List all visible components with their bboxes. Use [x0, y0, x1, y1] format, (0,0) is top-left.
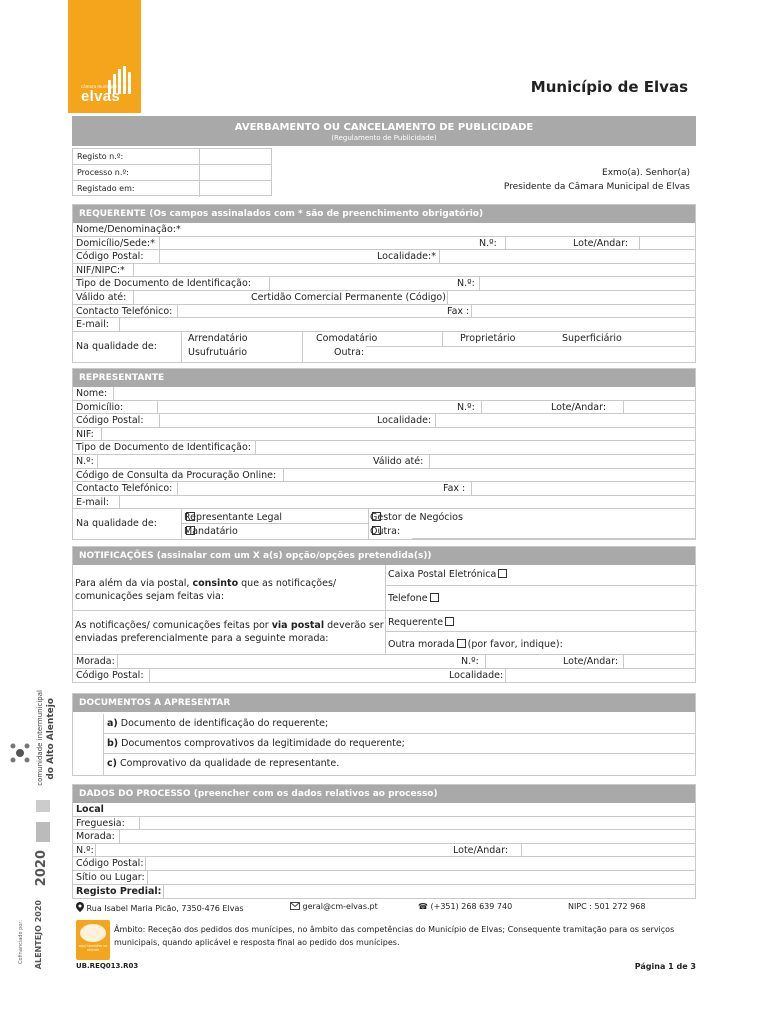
notif-text1d: comunicações sejam feitas via: — [75, 591, 225, 602]
proc-n-input[interactable] — [95, 844, 447, 857]
rep-nome-label: Nome: — [76, 388, 108, 399]
req-proprietario-option[interactable]: Proprietário — [460, 332, 516, 344]
rep-fax-label: Fax : — [443, 483, 466, 495]
documentos-header: DOCUMENTOS A APRESENTAR — [73, 694, 695, 712]
rep-qualidade-label: Na qualidade de: — [76, 518, 157, 530]
req-valido-label: Válido até: — [76, 291, 127, 303]
rep-nif-label: NIF: — [76, 428, 94, 440]
req-fax-label: Fax : — [447, 305, 470, 317]
logo-sub: câmara municipal — [81, 84, 117, 89]
req-nome-label: Nome/Denominação:* — [76, 224, 181, 235]
proc-lote-input[interactable] — [521, 844, 695, 857]
phone-icon: ☎ — [418, 902, 428, 911]
rep-legal-label: Representante Legal — [184, 512, 283, 524]
notif-requerente-label: Requerente — [388, 617, 444, 628]
eu-flag-icon — [36, 800, 50, 812]
notif-morada-label: Morada: — [76, 656, 115, 667]
alentejo2020-logo: ALENTEJO 2020 — [34, 900, 43, 970]
doc-item-b: b) Documentos comprovativos da legitimidade do requerente; — [103, 734, 695, 754]
notif-cp-input[interactable] — [149, 669, 445, 682]
notif-localidade-label: Localidade: — [449, 669, 504, 681]
rep-tipodoc-input[interactable] — [255, 441, 695, 454]
req-nome-input[interactable] — [193, 223, 695, 236]
notif-text2c: deverão ser — [324, 620, 384, 631]
req-domicilio-label: Domicílio/Sede:* — [76, 237, 155, 249]
rep-codigo-label: Código de Consulta da Procuração Online: — [76, 469, 277, 481]
rep-nome-input[interactable] — [113, 387, 695, 400]
footer-phone: (+351) 268 639 740 — [430, 902, 513, 911]
proc-local-label: Local — [76, 804, 104, 815]
registado-label: Registado em: — [77, 184, 135, 193]
req-n2-label: N.º: — [457, 278, 475, 290]
notif-text2d: enviadas preferencialmente para a seguinte morada: — [75, 633, 329, 644]
rep-lote-label: Lote/Andar: — [551, 401, 607, 413]
notif-localidade-input[interactable] — [505, 669, 695, 682]
rep-localidade-label: Localidade: — [377, 415, 432, 427]
req-usufrutuario-option[interactable]: Usufrutuário — [188, 346, 248, 358]
footer-ambito-block — [72, 920, 696, 964]
processo-section — [72, 784, 696, 899]
rep-codigo-input[interactable] — [283, 469, 695, 482]
req-comodatario-option[interactable]: Comodatário — [316, 332, 378, 344]
req-qualidade-label: Na qualidade de: — [76, 340, 157, 352]
proc-sitio-input[interactable] — [147, 871, 695, 884]
rep-email-label: E-mail: — [76, 496, 109, 508]
elvas-logo — [68, 0, 141, 113]
rep-lote-input[interactable] — [623, 401, 695, 414]
notif-text1a: Para além da via postal, — [75, 578, 193, 589]
notif-via-postal: via postal — [271, 620, 325, 631]
notif-n-label: N.º: — [461, 656, 479, 667]
registo-input[interactable] — [199, 149, 273, 165]
req-lote-label: Lote/Andar: — [573, 237, 629, 249]
form-title-block — [72, 116, 696, 146]
notif-telefone-label: Telefone — [388, 593, 428, 604]
req-cp-input[interactable] — [159, 250, 369, 263]
requerente-section — [72, 204, 696, 363]
notif-text2a: As notificações/ comunicações feitas por — [75, 620, 272, 631]
req-n-input[interactable] — [505, 237, 569, 250]
req-fax-input[interactable] — [471, 305, 695, 318]
rep-nif-input[interactable] — [101, 428, 695, 441]
doc-item-c: c) Comprovativo da qualidade de representante. — [103, 754, 695, 775]
proc-morada-input[interactable] — [119, 830, 695, 843]
req-arrendatario-option[interactable]: Arrendatário — [188, 332, 248, 344]
footer-contacts — [72, 902, 696, 916]
atendimento-badge — [76, 920, 110, 960]
registo-label: Registo n.º: — [77, 152, 124, 161]
notif-n-input[interactable] — [485, 655, 561, 668]
rep-n2-label: N.º: — [76, 455, 94, 467]
location-pin-icon — [76, 902, 84, 912]
documentos-section — [72, 693, 696, 776]
req-n-label: N.º: — [479, 237, 497, 249]
processo-input[interactable] — [199, 165, 273, 181]
footer-code: UB.REQ013.R03 — [76, 962, 139, 970]
proc-cp-input[interactable] — [145, 857, 695, 870]
rep-n2-input[interactable] — [97, 455, 369, 468]
req-superficiario-option[interactable]: Superficiário — [562, 332, 622, 344]
logo-word: elvas — [81, 88, 121, 105]
notif-outra-checkbox[interactable] — [457, 639, 466, 648]
cim-text: comunidade intermunicipal — [36, 690, 44, 786]
req-email-input[interactable] — [119, 318, 695, 331]
notif-outra-ind: (por favor, indique): — [467, 639, 563, 650]
req-certidao-input[interactable] — [447, 291, 695, 304]
proc-n-label: N.º: — [76, 844, 94, 856]
proc-registo-label: Registo Predial: — [76, 885, 162, 897]
notificacoes-section — [72, 546, 696, 683]
portugal2020-logo: 2020 — [34, 850, 49, 887]
footer-page: Página 1 de 3 — [634, 962, 696, 971]
req-localidade-input[interactable] — [439, 250, 695, 263]
rep-domicilio-input[interactable] — [157, 401, 457, 414]
req-nif-label: NIF/NIPC:* — [76, 264, 125, 276]
footer-address: Rua Isabel Maria Picão, 7350-476 Elvas — [86, 904, 244, 913]
rep-tipodoc-label: Tipo de Documento de Identificação: — [76, 442, 251, 454]
proc-freguesia-label: Freguesia: — [76, 817, 125, 829]
req-tipodoc-label: Tipo de Documento de Identificação: — [76, 278, 251, 290]
req-domicilio-input[interactable] — [159, 237, 479, 250]
notif-outra-label: Outra morada — [388, 639, 455, 650]
notif-morada-input[interactable] — [117, 655, 457, 668]
notif-lote-input[interactable] — [623, 655, 695, 668]
rep-contacto-label: Contacto Telefónico: — [76, 483, 173, 495]
proc-cp-label: Código Postal: — [76, 858, 144, 870]
req-tipodoc-input[interactable] — [269, 277, 449, 290]
rep-contacto-input[interactable] — [177, 482, 439, 495]
municipio-title: Município de Elvas — [530, 78, 688, 96]
notif-caixa-label: Caixa Postal Eletrónica — [388, 569, 497, 580]
doc-item-a: a) Documento de identificação do requerente; — [103, 714, 695, 734]
notif-cp-label: Código Postal: — [76, 669, 144, 681]
cim-emblem-icon — [8, 740, 32, 766]
form-title: AVERBAMENTO OU CANCELAMENTO DE PUBLICIDADE — [234, 122, 534, 133]
notif-caixa-checkbox[interactable] — [498, 569, 507, 578]
registo-block — [72, 148, 696, 198]
badge-text: aqui também se atende — [78, 944, 108, 952]
req-localidade-label: Localidade:* — [377, 251, 436, 263]
rep-cp-label: Código Postal: — [76, 415, 144, 427]
rep-localidade-input[interactable] — [435, 414, 695, 427]
req-valido-input[interactable] — [133, 291, 249, 304]
representante-section — [72, 368, 696, 540]
req-outra-option[interactable]: Outra: — [334, 346, 365, 358]
req-contacto-input[interactable] — [177, 305, 443, 318]
rep-cp-input[interactable] — [159, 414, 369, 427]
footer-email[interactable]: geral@cm-elvas.pt — [302, 902, 378, 911]
req-cp-label: Código Postal: — [76, 251, 144, 263]
addressee-line2: Presidente da Câmara Municipal de Elvas — [503, 182, 690, 192]
notif-text1c: que as notificações/ — [238, 578, 337, 589]
form-subtitle: (Regulamento de Publicidade) — [331, 134, 437, 142]
proc-registo-input[interactable] — [163, 885, 695, 898]
representante-header: REPRESENTANTE — [73, 369, 695, 387]
req-lote-input[interactable] — [639, 237, 697, 250]
portugal-flag-icon — [36, 822, 50, 842]
processo-header: DADOS DO PROCESSO (preencher com os dados relativos ao processo) — [73, 785, 695, 803]
footer-bottom — [72, 962, 696, 974]
processo-label: Processo n.º: — [77, 168, 129, 177]
rep-valido-label: Válido até: — [373, 455, 424, 467]
sidebar-logos — [0, 670, 62, 980]
rep-fax-input[interactable] — [471, 482, 695, 495]
footer-ambito: Âmbito: Receção dos pedidos dos munícipes, no âmbito das competências do Município de Elvas; Consequente tramitação para os serviços municipais, quando aplicável e resposta final ao pedido dos munícipes. — [114, 925, 675, 947]
rep-mandatario-label: Mandatário — [184, 526, 238, 538]
cim-text-2: do Alto Alentejo — [46, 698, 56, 780]
req-n2-input[interactable] — [479, 277, 695, 290]
rep-outra-label: Outra: — [370, 526, 401, 538]
notif-requerente-checkbox[interactable] — [445, 617, 454, 626]
footer-nipc: NIPC : 501 272 968 — [568, 902, 646, 911]
addressee-line1: Exmo(a). Senhor(a) — [602, 168, 690, 178]
rep-n-input[interactable] — [481, 401, 545, 414]
notif-consinto: consinto — [192, 578, 239, 589]
req-email-label: E-mail: — [76, 319, 109, 331]
notificacoes-header: NOTIFICAÇÕES (assinalar com um X a(s) opção/opções pretendida(s)) — [73, 547, 695, 565]
registado-input[interactable] — [199, 181, 273, 197]
req-nif-input[interactable] — [133, 264, 695, 277]
rep-gestor-label: Gestor de Negócios — [370, 512, 463, 524]
proc-freguesia-input[interactable] — [139, 817, 695, 830]
notif-lote-label: Lote/Andar: — [563, 656, 619, 667]
rep-n-label: N.º: — [457, 401, 475, 413]
rep-domicilio-label: Domicílio: — [76, 401, 124, 413]
rep-valido-input[interactable] — [429, 455, 695, 468]
notif-telefone-checkbox[interactable] — [430, 593, 439, 602]
envelope-icon — [290, 902, 300, 910]
requerente-header: REQUERENTE (Os campos assinalados com * são de preenchimento obrigatório) — [73, 205, 695, 223]
rep-email-input[interactable] — [119, 496, 695, 509]
proc-morada-label: Morada: — [76, 831, 115, 843]
req-contacto-label: Contacto Telefónico: — [76, 305, 173, 317]
proc-sitio-label: Sítio ou Lugar: — [76, 871, 145, 883]
req-certidao-label: Certidão Comercial Permanente (Código): — [251, 291, 450, 303]
cofinanciado-text: Cofinanciado por: — [18, 920, 24, 965]
proc-lote-label: Lote/Andar: — [453, 844, 509, 856]
